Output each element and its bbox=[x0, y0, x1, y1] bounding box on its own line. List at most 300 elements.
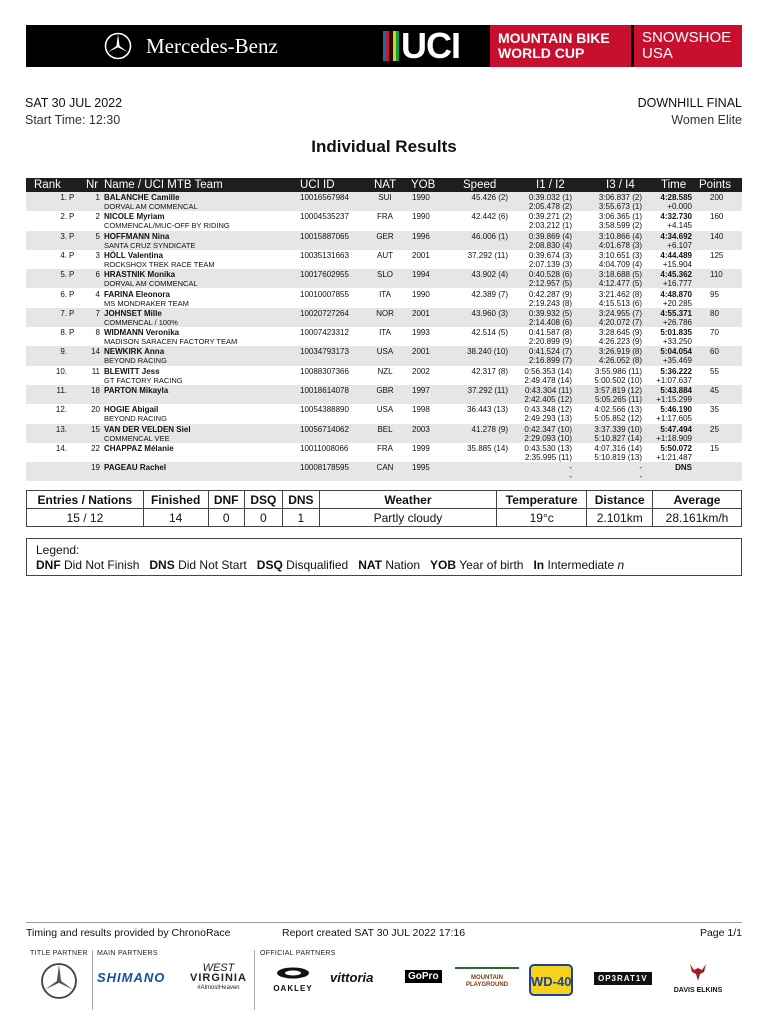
start-time: Start Time: 12:30 bbox=[25, 113, 121, 127]
summary-value-row bbox=[27, 509, 742, 527]
davis-elkins-wordmark: DAVIS ELKINS bbox=[673, 987, 723, 994]
result-i3: 3:55.986 (11) bbox=[595, 366, 642, 376]
result-i3: 3:06.837 (2) bbox=[598, 193, 642, 202]
result-bib: 8 bbox=[95, 328, 100, 338]
summary-value: 14 bbox=[143, 509, 208, 527]
table-row bbox=[26, 211, 742, 230]
result-i1: 0:42.347 (10) bbox=[524, 424, 572, 434]
legend-text: Year of birth bbox=[459, 558, 524, 572]
series-logo bbox=[490, 25, 631, 67]
legend-text: Intermediate bbox=[547, 558, 615, 572]
uci-logo: UCI bbox=[401, 25, 460, 66]
result-i1: 0:40.528 (6) bbox=[528, 270, 572, 280]
result-team: ROCKSHOX TREK RACE TEAM bbox=[104, 259, 215, 269]
result-i1: 0:42.287 (9) bbox=[528, 289, 572, 299]
table-row bbox=[26, 250, 742, 269]
table-row bbox=[26, 289, 742, 308]
result-speed: 42.442 (6) bbox=[471, 212, 508, 222]
result-i2: 2:29.093 (10) bbox=[524, 433, 572, 443]
result-speed: 36.443 (13) bbox=[467, 405, 508, 415]
result-i4: 5:00.502 (10) bbox=[594, 375, 642, 385]
table-row bbox=[26, 192, 742, 211]
result-points: 60 bbox=[710, 347, 719, 357]
summary-value: 15 / 12 bbox=[27, 509, 144, 527]
result-i1: 0:41.587 (8) bbox=[528, 328, 572, 338]
summary-value: 0 bbox=[208, 509, 244, 527]
result-team: GT FACTORY RACING bbox=[104, 375, 183, 385]
result-i1: 0:56.353 (14) bbox=[524, 366, 572, 376]
result-i4: 4:20.072 (7) bbox=[598, 317, 642, 327]
result-i3: 3:37.339 (10) bbox=[594, 424, 642, 434]
result-time: 5:47.494 bbox=[660, 424, 692, 434]
result-uci-id: 10011008066 bbox=[300, 443, 349, 453]
table-row bbox=[26, 424, 742, 443]
result-yob: 2001 bbox=[412, 347, 430, 357]
result-nat: SLO bbox=[376, 270, 393, 280]
col-time: Time bbox=[661, 179, 687, 191]
result-i3: 3:24.955 (7) bbox=[598, 308, 642, 318]
result-gap: +6.107 bbox=[667, 240, 692, 250]
legend-italic: n bbox=[617, 558, 625, 572]
result-gap: +1:17.605 bbox=[656, 414, 692, 424]
result-yob: 1993 bbox=[412, 328, 430, 338]
result-i3: 3:06.365 (1) bbox=[598, 212, 642, 222]
result-i2: 2:03.212 (1) bbox=[528, 221, 572, 231]
result-time: 5:46.190 bbox=[660, 405, 692, 415]
result-yob: 1995 bbox=[412, 463, 430, 473]
result-bib: 19 bbox=[91, 463, 100, 473]
result-i2: 2:16.899 (7) bbox=[528, 356, 572, 366]
result-gap: +16.777 bbox=[662, 279, 692, 289]
table-row bbox=[26, 462, 742, 481]
result-uci-id: 10017602955 bbox=[300, 270, 349, 280]
summary-header: Distance bbox=[587, 491, 653, 509]
op3ratv-logo: OP3RAT1V bbox=[594, 972, 652, 985]
result-bib: 3 bbox=[95, 250, 100, 260]
legend-text: Did Not Start bbox=[178, 558, 247, 572]
result-i3: 3:10.651 (3) bbox=[598, 250, 642, 260]
result-i4: 5:10.819 (13) bbox=[594, 452, 642, 462]
summary-header: DSQ bbox=[244, 491, 282, 509]
result-nat: NOR bbox=[376, 308, 394, 318]
summary-header-row bbox=[27, 491, 742, 509]
result-points: 55 bbox=[710, 366, 719, 376]
wd40-logo: WD-40 bbox=[529, 964, 573, 996]
result-team: MS MONDRAKER TEAM bbox=[104, 298, 189, 308]
result-team: COMMENCAL / 100% bbox=[104, 317, 178, 327]
result-name: HOFFMANN Nina bbox=[104, 231, 170, 241]
result-i2: 2:49.293 (13) bbox=[524, 414, 572, 424]
result-gap: +1:15.299 bbox=[656, 395, 692, 404]
result-time: 5:43.884 bbox=[660, 386, 692, 395]
table-row bbox=[26, 327, 742, 346]
result-i3: 3:10.866 (4) bbox=[598, 231, 642, 241]
result-team: COMMENCAL VEE bbox=[104, 433, 170, 443]
summary-value: 1 bbox=[282, 509, 319, 527]
result-gap: +26.786 bbox=[662, 317, 692, 327]
wv-line-2: VIRGINIA bbox=[190, 972, 247, 984]
official-partners-label: OFFICIAL PARTNERS bbox=[260, 950, 336, 957]
result-i4: - bbox=[639, 472, 642, 482]
result-time: 4:32.730 bbox=[660, 212, 692, 222]
result-i4: 5:05.265 (11) bbox=[595, 395, 642, 404]
result-gap: +1:07.637 bbox=[656, 375, 692, 385]
table-row bbox=[26, 443, 742, 462]
result-bib: 11 bbox=[91, 366, 100, 376]
result-nat: CAN bbox=[376, 463, 394, 473]
result-bib: 2 bbox=[95, 212, 100, 222]
oakley-wordmark: OAKLEY bbox=[273, 984, 313, 993]
result-name: BALANCHE Camille bbox=[104, 193, 180, 202]
result-nat: ITA bbox=[379, 328, 391, 338]
summary-table bbox=[26, 490, 742, 527]
result-bib: 1 bbox=[95, 193, 100, 202]
result-speed: 42.514 (5) bbox=[471, 328, 508, 338]
legend-abbr: In bbox=[533, 558, 545, 572]
result-bib: 15 bbox=[91, 424, 100, 434]
race-category: Women Elite bbox=[671, 113, 742, 127]
shimano-logo: SHIMANO bbox=[97, 970, 166, 985]
result-i4: 4:01.678 (3) bbox=[598, 240, 642, 250]
race-name: DOWNHILL FINAL bbox=[637, 96, 742, 110]
result-i4: 4:12.477 (5) bbox=[598, 279, 642, 289]
result-speed: 35.885 (14) bbox=[467, 443, 508, 453]
result-gap: +20.285 bbox=[662, 298, 692, 308]
result-name: HÖLL Valentina bbox=[104, 250, 163, 260]
result-uci-id: 10007423312 bbox=[300, 328, 349, 338]
result-bib: 4 bbox=[95, 289, 100, 299]
result-uci-id: 10015887065 bbox=[300, 231, 349, 241]
col-speed: Speed bbox=[463, 179, 497, 191]
result-i1: 0:39.032 (1) bbox=[528, 193, 572, 202]
result-i1: 0:43.530 (13) bbox=[524, 443, 572, 453]
result-uci-id: 10010007855 bbox=[300, 289, 349, 299]
legend-abbr: NAT bbox=[358, 558, 382, 572]
result-i4: 3:55.673 (1) bbox=[598, 202, 642, 211]
elk-head-icon bbox=[686, 962, 710, 982]
title-partner-label: TITLE PARTNER bbox=[30, 950, 88, 957]
result-team: DORVAL AM COMMENCAL bbox=[104, 279, 198, 289]
result-nat: USA bbox=[376, 347, 394, 357]
result-yob: 1999 bbox=[412, 443, 430, 453]
result-points: 15 bbox=[710, 443, 719, 453]
table-row bbox=[26, 269, 742, 288]
result-name: PARTON Mikayla bbox=[104, 386, 169, 395]
result-rank: 14. bbox=[55, 443, 67, 453]
legend-abbr: YOB bbox=[430, 558, 457, 572]
result-uci-id: 10054388890 bbox=[300, 405, 349, 415]
gopro-logo: GoPro bbox=[405, 970, 442, 983]
result-speed: 42.389 (7) bbox=[471, 289, 508, 299]
result-nat: GBR bbox=[376, 386, 394, 395]
result-nat: SUI bbox=[378, 193, 392, 202]
result-yob: 2001 bbox=[412, 250, 430, 260]
result-time: 4:48.870 bbox=[660, 289, 692, 299]
page-number: Page 1/1 bbox=[699, 927, 742, 939]
result-bib: 20 bbox=[91, 405, 100, 415]
result-time: 5:04.054 bbox=[660, 347, 692, 357]
result-speed: 37.292 (11) bbox=[467, 250, 508, 260]
result-uci-id: 10018614078 bbox=[300, 386, 349, 395]
result-i3: 3:18.688 (5) bbox=[598, 270, 642, 280]
result-time: 5:36.222 bbox=[660, 366, 692, 376]
result-p-flag: P bbox=[69, 212, 75, 222]
result-points: 125 bbox=[710, 250, 724, 260]
result-i3: 3:21.462 (8) bbox=[598, 289, 642, 299]
timing-credit: Timing and results provided by ChronoRace bbox=[26, 927, 231, 939]
results-table-header bbox=[26, 178, 742, 192]
venue-block bbox=[634, 25, 742, 67]
result-i4: 4:04.709 (4) bbox=[598, 259, 642, 269]
result-rank: 3. bbox=[60, 231, 67, 241]
wv-line-3: #AlmostHeaven bbox=[197, 985, 240, 991]
partner-separator bbox=[92, 950, 93, 1010]
result-uci-id: 10056714062 bbox=[300, 424, 349, 434]
result-speed: 37.292 (11) bbox=[467, 386, 508, 395]
result-name: HOGIE Abigail bbox=[104, 405, 159, 415]
result-i2: 2:05.478 (2) bbox=[528, 202, 572, 211]
col-points: Points bbox=[699, 179, 731, 191]
legend-text: Nation bbox=[385, 558, 421, 572]
result-p-flag: P bbox=[69, 289, 75, 299]
result-rank: 1. bbox=[60, 193, 67, 202]
table-row bbox=[26, 346, 742, 365]
result-rank: 12. bbox=[55, 405, 67, 415]
table-row bbox=[26, 366, 742, 385]
result-nat: USA bbox=[376, 405, 394, 415]
result-speed: 43.960 (3) bbox=[471, 308, 508, 318]
result-rank: 4. bbox=[60, 250, 67, 260]
west-virginia-logo bbox=[190, 963, 247, 993]
legend-box bbox=[26, 538, 742, 576]
col-yob: YOB bbox=[411, 179, 436, 191]
result-uci-id: 10034793173 bbox=[300, 347, 349, 357]
legend-title: Legend: bbox=[36, 543, 80, 557]
col-rank: Rank bbox=[34, 179, 61, 191]
result-i2: 2:49.478 (14) bbox=[524, 375, 572, 385]
summary-value: 19°c bbox=[496, 509, 587, 527]
result-speed: 46.006 (1) bbox=[471, 231, 508, 241]
result-yob: 1997 bbox=[412, 386, 430, 395]
natures-playground-logo: MOUNTAIN PLAYGROUND bbox=[455, 967, 519, 989]
col-i1-i2: I1 / I2 bbox=[536, 179, 565, 191]
result-nat: FRA bbox=[377, 212, 393, 222]
result-points: 160 bbox=[710, 212, 724, 222]
result-points: 80 bbox=[710, 308, 719, 318]
result-rank: 10. bbox=[55, 366, 67, 376]
result-gap: +15.904 bbox=[662, 259, 692, 269]
vittoria-logo: vittoria bbox=[330, 970, 374, 985]
summary-header: Finished bbox=[143, 491, 208, 509]
legend-items bbox=[36, 558, 624, 572]
result-speed: 42.317 (8) bbox=[471, 366, 508, 376]
result-p-flag: P bbox=[69, 231, 75, 241]
result-team: BEYOND RACING bbox=[104, 414, 167, 424]
result-time: DNS bbox=[675, 463, 692, 473]
table-row bbox=[26, 231, 742, 250]
result-name: VAN DER VELDEN Siel bbox=[104, 424, 191, 434]
legend-text: Did Not Finish bbox=[64, 558, 140, 572]
result-gap: +0.000 bbox=[667, 202, 692, 211]
result-points: 95 bbox=[710, 289, 719, 299]
result-i1: 0:39.869 (4) bbox=[528, 231, 572, 241]
mercedes-benz-wordmark: Mercedes-Benz bbox=[146, 34, 278, 58]
result-uci-id: 10088307366 bbox=[300, 366, 349, 376]
result-name: CHAPPAZ Mélanie bbox=[104, 443, 174, 453]
result-i1: 0:39.674 (3) bbox=[528, 250, 572, 260]
result-i3: - bbox=[639, 463, 642, 473]
result-name: NEWKIRK Anna bbox=[104, 347, 165, 357]
legend-abbr: DNS bbox=[149, 558, 175, 572]
result-yob: 1990 bbox=[412, 193, 430, 202]
result-i1: - bbox=[569, 463, 572, 473]
result-i1: 0:39.271 (2) bbox=[528, 212, 572, 222]
result-i2: 2:20.899 (9) bbox=[528, 337, 572, 347]
result-speed: 43.902 (4) bbox=[471, 270, 508, 280]
summary-header: Average bbox=[653, 491, 742, 509]
result-gap: +1:21.487 bbox=[656, 452, 692, 462]
result-i4: 4:26.223 (9) bbox=[598, 337, 642, 347]
result-speed: 41.278 (9) bbox=[471, 424, 508, 434]
summary-value: 28.161km/h bbox=[653, 509, 742, 527]
result-i1: 0:39.932 (5) bbox=[528, 308, 572, 318]
result-rank: 9. bbox=[60, 347, 67, 357]
davis-elkins-logo bbox=[672, 962, 724, 994]
footer-divider bbox=[26, 922, 742, 923]
result-yob: 1990 bbox=[412, 289, 430, 299]
result-time: 4:34.692 bbox=[660, 231, 692, 241]
result-rank: 11. bbox=[56, 386, 67, 395]
legend-abbr: DSQ bbox=[256, 558, 283, 572]
mercedes-partner-logo-icon bbox=[40, 962, 78, 1000]
result-yob: 1996 bbox=[412, 231, 430, 241]
result-rank: 2. bbox=[60, 212, 67, 222]
summary-header: Weather bbox=[319, 491, 496, 509]
result-p-flag: P bbox=[69, 250, 75, 260]
result-uci-id: 10020727264 bbox=[300, 308, 349, 318]
page-title: Individual Results bbox=[311, 137, 457, 156]
result-i2: 2:42.405 (12) bbox=[524, 395, 572, 404]
legend-text: Disqualified bbox=[286, 558, 349, 572]
result-gap: +4.145 bbox=[667, 221, 692, 231]
result-rank: 13. bbox=[55, 424, 67, 434]
result-i2: 2:35.995 (11) bbox=[525, 452, 572, 462]
result-yob: 1998 bbox=[412, 405, 430, 415]
result-p-flag: P bbox=[69, 270, 75, 280]
result-nat: NZL bbox=[377, 366, 393, 376]
mercedes-star-icon bbox=[104, 32, 132, 60]
result-nat: AUT bbox=[377, 250, 393, 260]
result-i1: 0:43.304 (11) bbox=[525, 386, 572, 395]
result-time: 5:50.072 bbox=[660, 443, 692, 453]
result-uci-id: 10016567984 bbox=[300, 193, 349, 202]
result-gap: +35.469 bbox=[662, 356, 692, 366]
result-i2: 2:12.957 (5) bbox=[528, 279, 572, 289]
result-points: 70 bbox=[710, 328, 719, 338]
result-p-flag: P bbox=[69, 328, 75, 338]
oakley-ellipse-icon bbox=[276, 967, 310, 979]
result-uci-id: 10004535237 bbox=[300, 212, 349, 222]
result-bib: 5 bbox=[95, 231, 100, 241]
result-time: 4:45.362 bbox=[660, 270, 692, 280]
result-speed: 45.426 (2) bbox=[471, 193, 508, 202]
col-nr: Nr bbox=[86, 179, 99, 191]
table-row bbox=[26, 404, 742, 423]
result-team: BEYOND RACING bbox=[104, 356, 167, 366]
series-line-1: MOUNTAIN BIKE bbox=[498, 30, 610, 46]
result-yob: 2001 bbox=[412, 308, 430, 318]
result-team: COMMENCAL/MUC-OFF BY RIDING bbox=[104, 221, 230, 231]
summary-header: Temperature bbox=[496, 491, 587, 509]
result-points: 110 bbox=[710, 270, 723, 280]
result-i3: 3:57.819 (12) bbox=[594, 386, 642, 395]
result-points: 200 bbox=[710, 193, 724, 202]
result-points: 25 bbox=[710, 424, 719, 434]
summary-header: DNS bbox=[282, 491, 319, 509]
legend-abbr: DNF bbox=[36, 558, 61, 572]
main-partners-label: MAIN PARTNERS bbox=[97, 950, 158, 957]
event-date: SAT 30 JUL 2022 bbox=[25, 96, 123, 110]
venue-line-2: USA bbox=[642, 45, 673, 62]
result-nat: BEL bbox=[377, 424, 393, 434]
result-rank: 8. bbox=[60, 328, 67, 338]
result-yob: 1990 bbox=[412, 212, 430, 222]
col-name: Name / UCI MTB Team bbox=[104, 179, 223, 191]
result-name: BLEWITT Jess bbox=[104, 366, 160, 376]
result-i4: 5:10.827 (14) bbox=[594, 433, 642, 443]
result-i1: 0:43.348 (12) bbox=[524, 405, 572, 415]
result-yob: 2002 bbox=[412, 366, 430, 376]
result-i2: 2:08.830 (4) bbox=[528, 240, 572, 250]
result-points: 45 bbox=[710, 386, 719, 395]
result-team: DORVAL AM COMMENCAL bbox=[104, 202, 198, 211]
col-i3-i4: I3 / I4 bbox=[606, 179, 635, 191]
result-name: NICOLE Myriam bbox=[104, 212, 165, 222]
partner-separator bbox=[254, 950, 255, 1010]
oakley-logo bbox=[266, 966, 320, 993]
result-team: MADISON SARACEN FACTORY TEAM bbox=[104, 337, 238, 347]
result-name: HRASTNIK Monika bbox=[104, 270, 176, 280]
result-name: WIDMANN Veronika bbox=[104, 328, 180, 338]
result-name: FARINA Eleonora bbox=[104, 289, 170, 299]
venue-line-1: SNOWSHOE bbox=[642, 29, 732, 46]
table-row bbox=[26, 308, 742, 327]
result-i1: 0:41.524 (7) bbox=[528, 347, 572, 357]
result-rank: 5. bbox=[60, 270, 67, 280]
result-gap: +1:18.909 bbox=[656, 433, 692, 443]
result-i3: 3:26.919 (8) bbox=[598, 347, 642, 357]
result-i4: 4:26.052 (8) bbox=[598, 356, 642, 366]
series-line-2: WORLD CUP bbox=[498, 45, 585, 61]
result-yob: 2003 bbox=[412, 424, 430, 434]
result-i3: 4:07.316 (14) bbox=[594, 443, 642, 453]
result-i2: 2:14.408 (6) bbox=[528, 317, 572, 327]
result-bib: 18 bbox=[91, 386, 100, 395]
uci-rainbow-stripes bbox=[383, 31, 399, 61]
result-gap: +33.250 bbox=[662, 337, 692, 347]
result-points: 140 bbox=[710, 231, 724, 241]
result-bib: 14 bbox=[91, 347, 100, 357]
result-rank: 7. bbox=[60, 308, 67, 318]
table-row bbox=[26, 385, 742, 404]
result-bib: 6 bbox=[95, 270, 100, 280]
result-i4: 4:15.513 (6) bbox=[598, 298, 642, 308]
result-nat: FRA bbox=[377, 443, 393, 453]
result-nat: ITA bbox=[379, 289, 391, 299]
result-i4: 5:05.852 (12) bbox=[594, 414, 642, 424]
result-points: 35 bbox=[710, 405, 719, 415]
result-bib: 7 bbox=[95, 308, 100, 318]
